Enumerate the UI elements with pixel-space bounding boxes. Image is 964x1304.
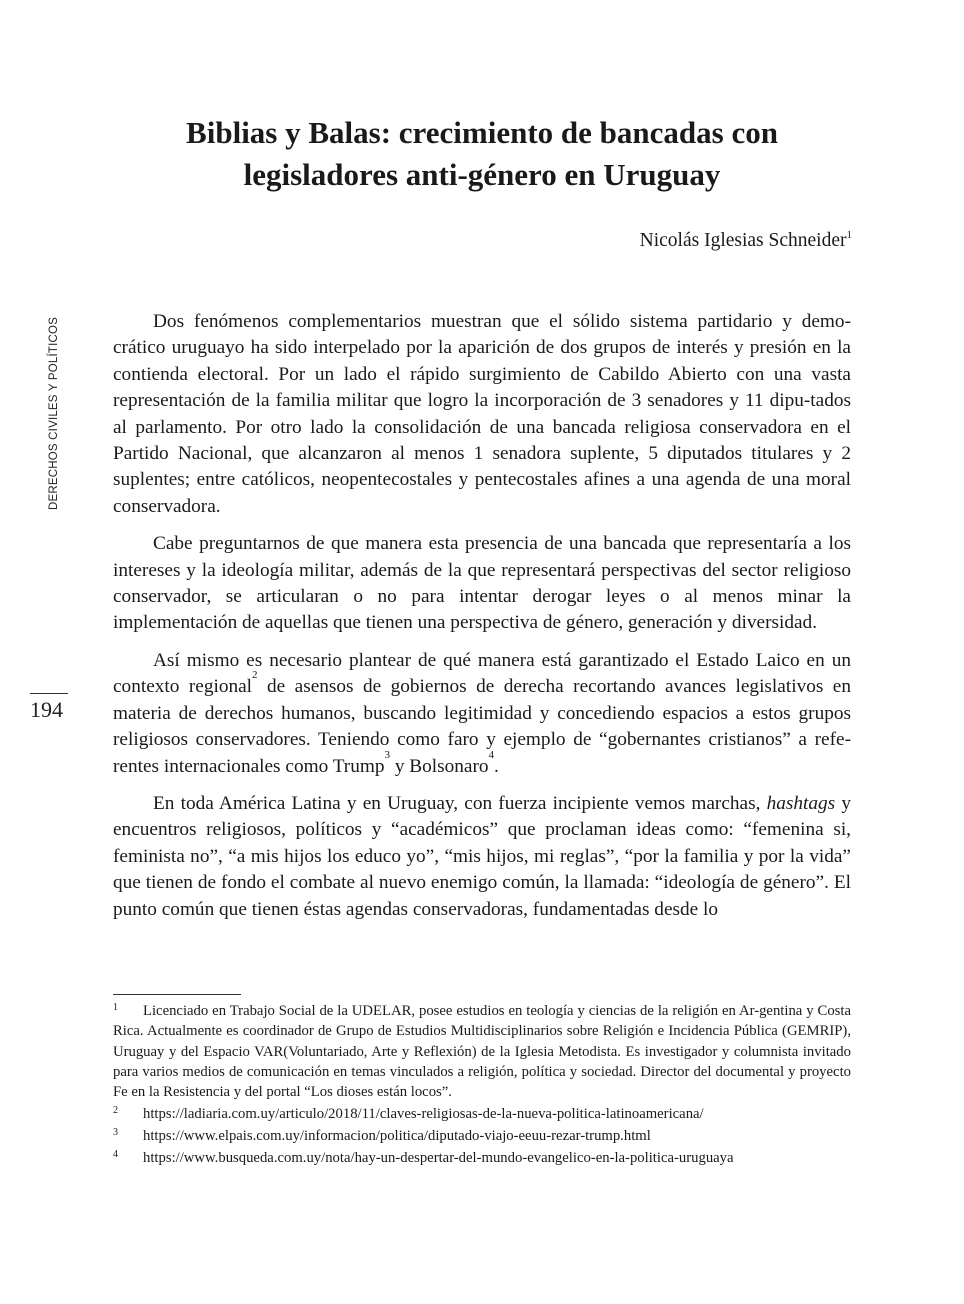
footnote: [113, 1126, 851, 1146]
footnote-text: Licenciado en Trabajo Social de la UDELAR, posee estudios en teología y ciencias de la religión en Ar-gentina y Costa Rica. Actualmente es coordinador de Grupo de Estudios Multidisciplinarios sobre Religión e Incidencia Pública (GEMRIP), Uruguay y del Espacio VAR(Voluntariado, Arte y Reflexión) de la Iglesia Metodista. Es investigador y columnista invitado para varios medios de comunicación en temas vinculados a religión, política y sociedad. Director del documental y proyecto Fe en la Resistencia y del portal “Los dioses están locos”.: [113, 1003, 851, 1101]
footnote-separator: [113, 994, 241, 995]
footnote-ref-3[interactable]: 3: [384, 748, 390, 761]
footnote: [113, 1001, 851, 1102]
footnote-ref-2[interactable]: 2: [252, 669, 258, 682]
p3-text-a: Así mismo es necesario plantear de qué manera está garantizado el Estado Laico en un contexto regional: [113, 649, 851, 698]
footnote: [113, 1104, 851, 1124]
section-label-text: DERECHOS CIVILES Y POLÍTICOS: [48, 316, 60, 510]
footnote-number: 1: [113, 1002, 118, 1013]
p3-text-d: .: [494, 755, 499, 777]
footnote-link[interactable]: https://ladiaria.com.uy/articulo/2018/11/claves-religiosas-de-la-nueva-politica-latinoamericana/: [143, 1105, 704, 1122]
author-byline: [640, 230, 852, 252]
p4-text-a: En toda América Latina y en Uruguay, con fuerza incipiente vemos marchas,: [153, 792, 767, 814]
page-number: 194: [30, 697, 63, 722]
author-footnote-mark[interactable]: 1: [846, 229, 852, 241]
running-section-label: [38, 318, 68, 518]
footnote-ref-4[interactable]: 4: [488, 748, 495, 761]
paragraph-3: [113, 648, 851, 780]
paragraph-4: [113, 791, 851, 923]
paragraph-1: Dos fenómenos complementarios muestran que el sólido sistema partidario y demo-crático uruguayo ha sido interpelado por la aparición de dos grupos de interés y presión en la contienda electoral. Por un lado el rápido surgimiento de Cabildo Abierto con una vasta representación de la familia militar que logro la incorporación de 3 senadores y 11 dipu-tados al parlamento. Por otro lado la consolidación de una bancada religiosa conservadora en el Partido Nacional, que alcanzaron al menos 1 senadora suplente, 5 diputados titulares y 2 suplentes; entre católicos, neopentecostales y pentecostales afines a una agenda de una moral conservadora.: [113, 311, 851, 517]
paragraph-2: Cabe preguntarnos de que manera esta presencia de una bancada que representaría a los intereses y la ideología militar, además de la que representará perspectivas del sector religioso conservador, se articularan o no para intentar derogar leyes o al menos minar la implementación de aquellas que tienen una perspectiva de género, generación y diversidad.: [113, 533, 851, 634]
footnote-number: 3: [113, 1126, 118, 1138]
footnotes: [113, 1001, 851, 1169]
title-line-2: legisladores anti-género en Uruguay: [243, 157, 721, 192]
p3-text-b: de asensos de gobiernos de derecha recortando avances legislativos en materia de derechos humanos, buscando legitimidad y concediendo espacios a estos grupos religiosos conservadores. Teniendo como faro y ejemplo de “gobernantes cristianos” a refe-rentes internacionales como Trump: [113, 676, 851, 777]
footnote-number: 4: [113, 1148, 118, 1160]
article-title: [110, 112, 854, 196]
footnote-link[interactable]: https://www.elpais.com.uy/informacion/politica/diputado-viajo-eeuu-rezar-trump.html: [143, 1127, 651, 1144]
article-body: [113, 309, 851, 934]
page-number-rule: [30, 693, 68, 694]
title-line-1: Biblias y Balas: crecimiento de bancadas con: [186, 115, 778, 150]
p4-text-b: y encuentros religiosos, políticos y “académicos” que proclaman ideas como: “femenina si, feminista no”, “a mis hijos los educo yo”, “mis hijos, mi reglas”, “por la familia y por la vida” que tienen de fondo el combate al nuevo enemigo común, la llamada: “ideología de género”. El punto común que tienen éstas agendas conservadoras, fundamentadas desde lo: [113, 792, 851, 920]
author-name: Nicolás Iglesias Schneider: [639, 230, 847, 251]
footnote-link[interactable]: https://www.busqueda.com.uy/nota/hay-un-despertar-del-mundo-evangelico-en-la-politica-uruguaya: [143, 1149, 734, 1166]
footnote-number: 2: [113, 1104, 118, 1116]
footnote: [113, 1148, 851, 1168]
p4-emphasis: hashtags: [766, 792, 836, 814]
p3-text-c: y Bolsonaro: [390, 755, 489, 777]
